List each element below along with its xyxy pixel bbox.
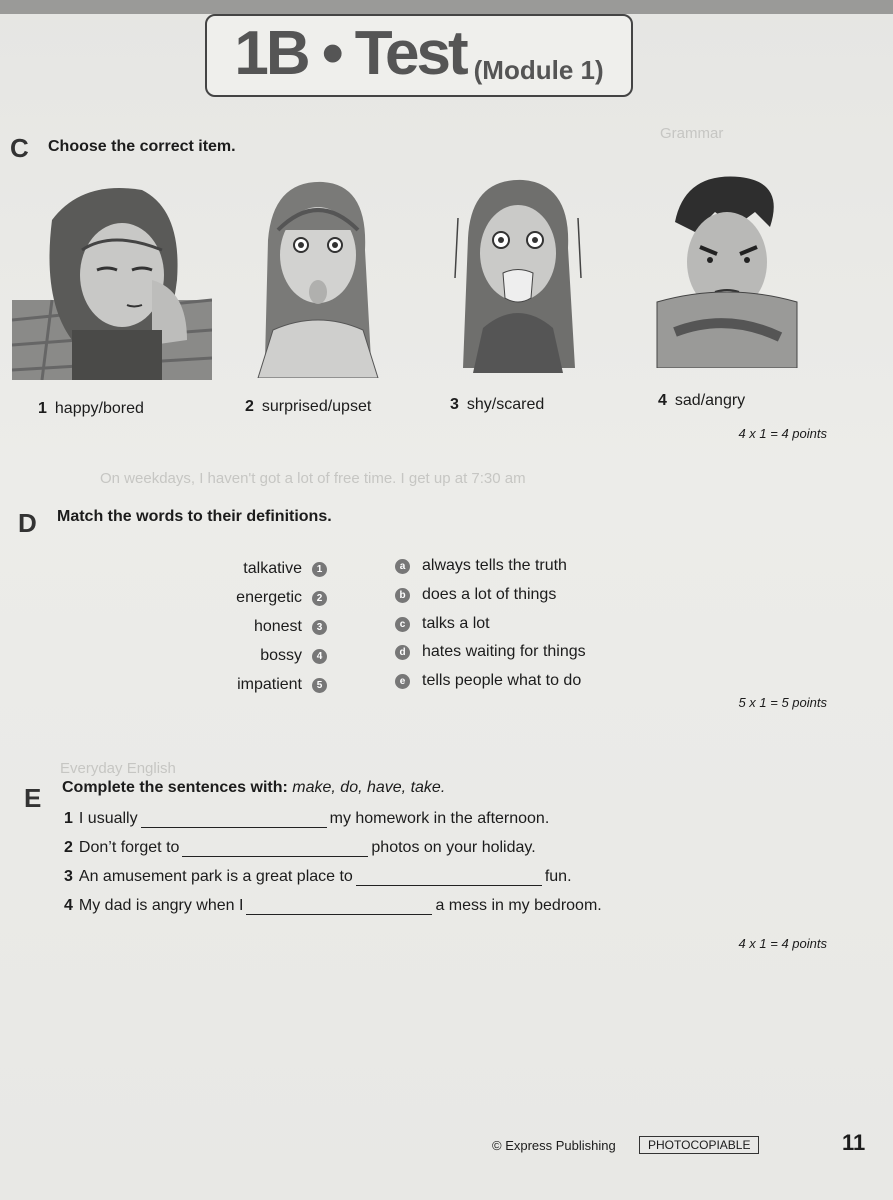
definition-text: tells people what to do	[422, 672, 582, 689]
choice-text: shy/scared	[466, 396, 545, 413]
sentence-before: Don’t forget to	[78, 839, 180, 856]
definition-text: does a lot of things	[422, 586, 557, 603]
word-number: 3	[312, 620, 327, 635]
section-e-instruction	[62, 779, 445, 797]
definition-letter: a	[395, 559, 410, 574]
instruction-prefix: Complete the sentences with:	[62, 779, 288, 796]
answer-blank[interactable]	[141, 813, 327, 828]
page-number: 11	[842, 1130, 866, 1155]
word-text: bossy	[260, 647, 302, 664]
section-d-points: 5 x 1 = 5 points	[738, 695, 827, 710]
answer-blank[interactable]	[356, 871, 542, 886]
sentence-after: fun.	[544, 868, 572, 885]
definition-item-e[interactable]	[395, 672, 581, 690]
definition-letter: c	[395, 617, 410, 632]
choice-item-4[interactable]	[658, 392, 745, 410]
sentence-3	[64, 868, 572, 886]
ghost-text: Everyday English	[60, 760, 176, 777]
section-d-instruction: Match the words to their definitions.	[57, 508, 332, 525]
choice-number: 2	[245, 398, 254, 415]
sentence-after: my homework in the afternoon.	[329, 810, 550, 827]
publisher-credit: © Express Publishing	[492, 1138, 616, 1153]
choice-number: 3	[450, 396, 459, 413]
word-number: 2	[312, 591, 327, 606]
section-e-points: 4 x 1 = 4 points	[738, 936, 827, 951]
section-d-letter: D	[18, 508, 37, 538]
sentence-number: 2	[64, 839, 73, 856]
picture-bored-girl	[12, 180, 212, 380]
section-e-letter: E	[24, 783, 42, 813]
definition-letter: d	[395, 645, 410, 660]
definition-text: hates waiting for things	[422, 643, 586, 660]
word-column	[200, 0, 327, 1200]
sentence-after: photos on your holiday.	[371, 839, 536, 856]
ghost-text: Grammar	[660, 125, 724, 142]
word-item-3[interactable]	[254, 618, 327, 636]
word-number: 4	[312, 649, 327, 664]
definition-item-a[interactable]	[395, 557, 567, 575]
sentence-after: a mess in my bedroom.	[435, 897, 602, 914]
choice-item-3[interactable]	[450, 396, 544, 414]
section-c-instruction: Choose the correct item.	[48, 138, 236, 155]
word-item-4[interactable]	[260, 647, 327, 665]
picture-angry-boy	[655, 172, 800, 368]
sentence-2	[64, 839, 536, 857]
sentence-number: 1	[64, 810, 73, 827]
choice-text: surprised/upset	[261, 398, 372, 415]
word-text: talkative	[243, 560, 302, 577]
section-c-points: 4 x 1 = 4 points	[738, 426, 827, 441]
choice-text: happy/bored	[54, 400, 144, 417]
word-item-2[interactable]	[236, 589, 327, 607]
sentence-number: 3	[64, 868, 73, 885]
definition-letter: b	[395, 588, 410, 603]
answer-blank[interactable]	[246, 900, 432, 915]
choice-number: 4	[658, 392, 667, 409]
choice-number: 1	[38, 400, 47, 417]
sentence-before: My dad is angry when I	[78, 897, 244, 914]
word-item-5[interactable]	[237, 676, 327, 694]
definition-item-c[interactable]	[395, 615, 490, 633]
word-text: energetic	[236, 589, 302, 606]
sentence-4	[64, 897, 602, 915]
word-text: honest	[253, 618, 302, 635]
page-subtitle: (Module 1)	[473, 55, 604, 85]
instruction-words: make, do, have, take.	[292, 779, 446, 796]
sentence-before: An amusement park is a great place to	[78, 868, 353, 885]
word-item-1[interactable]	[243, 560, 327, 578]
sentence-number: 4	[64, 897, 73, 914]
photocopiable-label: PHOTOCOPIABLE	[639, 1136, 759, 1154]
sentence-1	[64, 810, 549, 828]
choice-item-1[interactable]	[38, 400, 144, 418]
page-title: 1B • Test	[234, 19, 466, 88]
answer-blank[interactable]	[182, 842, 368, 857]
word-number: 1	[312, 562, 327, 577]
definition-item-b[interactable]	[395, 586, 556, 604]
word-text: impatient	[237, 676, 302, 693]
word-number: 5	[312, 678, 327, 693]
top-band	[0, 0, 893, 14]
sentence-before: I usually	[78, 810, 138, 827]
picture-scared-girl	[453, 178, 583, 373]
definition-text: talks a lot	[422, 615, 490, 632]
ghost-text: On weekdays, I haven't got a lot of free time. I get up at 7:30 am	[100, 470, 526, 487]
definition-text: always tells the truth	[422, 557, 567, 574]
definition-letter: e	[395, 674, 410, 689]
definition-item-d[interactable]	[395, 643, 586, 661]
choice-text: sad/angry	[674, 392, 746, 409]
section-c-letter: C	[10, 133, 29, 163]
